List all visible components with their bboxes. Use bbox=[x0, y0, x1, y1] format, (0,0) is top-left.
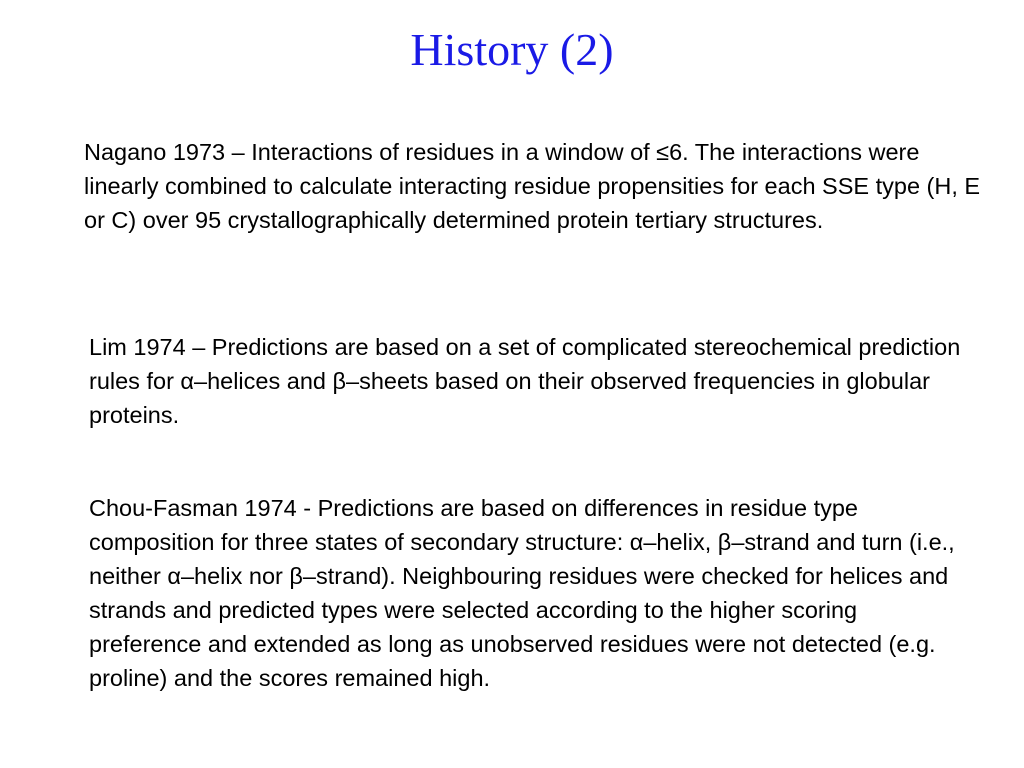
paragraph-chou-fasman-1974: Chou-Fasman 1974 - Predictions are based on differences in residue type composition for three states of secondary structure: α–helix, β–strand and turn (i.e., neither α–helix nor β–strand). Neighbouring residues were checked for helices and strands and predicted types were selected according to the higher scoring preference and extended as long as unobserved residues were not detected (e.g. proline) and the scores remained high. bbox=[89, 495, 955, 691]
paragraph-nagano-1973: Nagano 1973 – Interactions of residues in a window of ≤6. The interactions were linearly combined to calculate interacting residue propensities for each SSE type (H, E or C) over 95 crystallographically determined protein tertiary structures. bbox=[84, 139, 981, 233]
paragraph-lim-1974: Lim 1974 – Predictions are based on a set of complicated stereochemical prediction rules for α–helices and β–sheets based on their observed frequencies in globular proteins. bbox=[89, 334, 961, 428]
slide-title: History (2) bbox=[410, 24, 614, 75]
